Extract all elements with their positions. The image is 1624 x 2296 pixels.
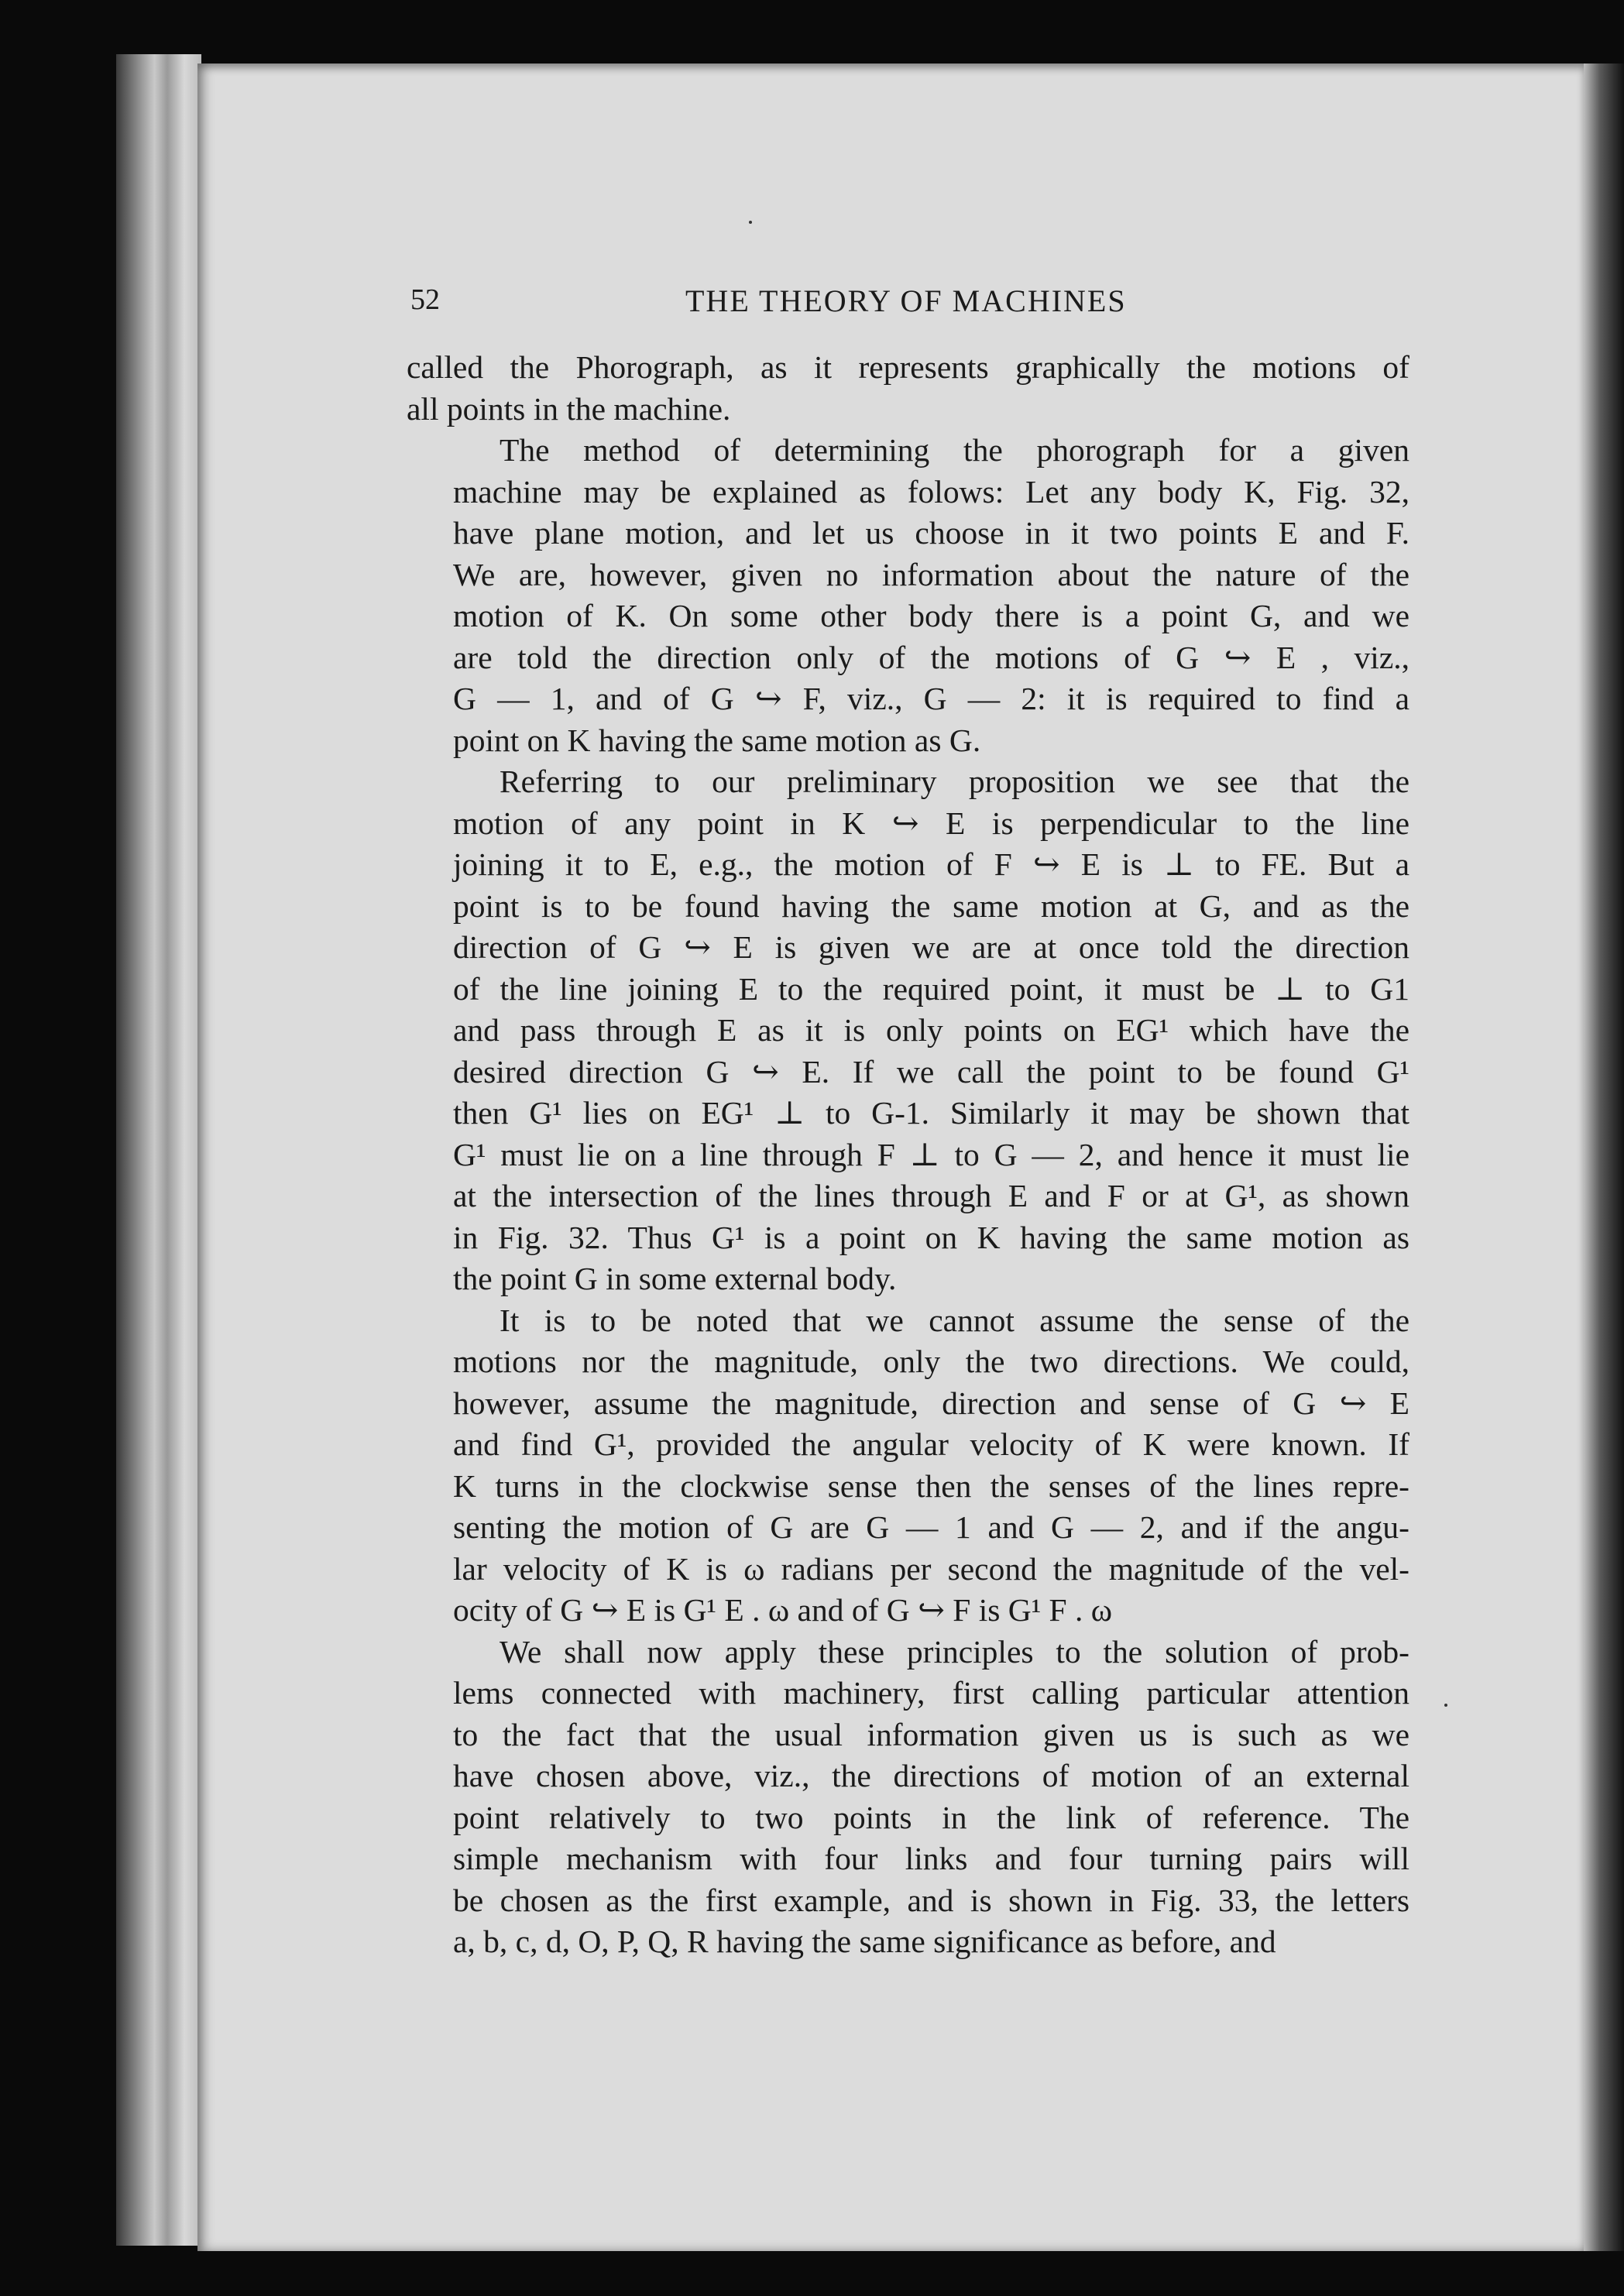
- text-line: The method of determining the phorograph for a given: [500, 432, 1409, 468]
- text-line: lar velocity of K is ω radians per second the magnitude of the vel-: [453, 1550, 1409, 1587]
- book-binding: [116, 54, 201, 2246]
- text-line: K turns in the clockwise sense then the senses of the lines repre-: [453, 1467, 1409, 1504]
- text-line: of the line joining E to the required point, it must be ⊥ to G1: [453, 970, 1409, 1007]
- text-line: however, assume the magnitude, direction and sense of G ↪ E: [453, 1385, 1409, 1421]
- text-line: lems connected with machinery, first calling particular attention: [453, 1675, 1409, 1711]
- page-edge-shadow: [1584, 63, 1624, 2251]
- page-number: 52: [410, 283, 440, 316]
- text-line: a, b, c, d, O, P, Q, R having the same significance as before, and: [453, 1924, 1276, 1959]
- text-line: point relatively to two points in the link of reference. The: [453, 1799, 1409, 1835]
- text-line: and find G¹, provided the angular velocity of K were known. If: [453, 1426, 1409, 1462]
- text-line: at the intersection of the lines through E and F or at G¹, as shown: [453, 1178, 1409, 1213]
- page-header: [410, 283, 1417, 329]
- text-line: point is to be found having the same motion at G, and as the: [453, 887, 1409, 924]
- paragraph: [407, 347, 1409, 430]
- text-line: in Fig. 32. Thus G¹ is a point on K having the same motion as: [453, 1219, 1409, 1255]
- text-line: to the fact that the usual information given us is such as we: [453, 1716, 1409, 1752]
- text-line: have plane motion, and let us choose in it two points E and F.: [453, 515, 1409, 551]
- text-line: machine may be explained as folows: Let any body K, Fig. 32,: [453, 473, 1409, 510]
- text-line: senting the motion of G are G — 1 and G — 2, and if the angu-: [453, 1509, 1409, 1545]
- text-line: called the Phorograph, as it represents graphically the motions of: [407, 349, 1409, 385]
- speck: [749, 221, 752, 224]
- text-line: It is to be noted that we cannot assume the sense of the: [500, 1302, 1409, 1338]
- text-line: We shall now apply these principles to the solution of prob-: [500, 1633, 1409, 1670]
- speck: [1444, 1704, 1447, 1707]
- text-line: We are, however, given no information about the nature of the: [453, 556, 1409, 592]
- text-line: motion of K. On some other body there is a point G, and we: [453, 598, 1409, 633]
- text-line: desired direction G ↪ E. If we call the point to be found G¹: [453, 1053, 1409, 1090]
- text-line: motions nor the magnitude, only the two directions. We could,: [453, 1344, 1409, 1379]
- text-line: G¹ must lie on a line through F ⊥ to G — 2, and hence it must lie: [453, 1136, 1409, 1172]
- text-line: Referring to our preliminary proposition we see that the: [500, 764, 1409, 799]
- text-line: point on K having the same motion as G.: [453, 722, 981, 758]
- body-text: [407, 347, 1409, 1963]
- text-line: the point G in some external body.: [453, 1261, 897, 1296]
- paragraph: [407, 761, 1409, 1300]
- text-line: then G¹ lies on EG¹ ⊥ to G-1. Similarly it may be shown that: [453, 1095, 1409, 1131]
- text-line: be chosen as the first example, and is shown in Fig. 33, the letters: [453, 1882, 1409, 1918]
- text-line: G — 1, and of G ↪ F, viz., G — 2: it is required to find a: [453, 681, 1409, 716]
- text-line: and pass through E as it is only points on EG¹ which have the: [453, 1012, 1409, 1048]
- running-head: THE THEORY OF MACHINES: [685, 283, 1127, 318]
- text-line: have chosen above, viz., the directions of motion of an external: [453, 1758, 1409, 1793]
- paragraph: [407, 1300, 1409, 1632]
- text-line: simple mechanism with four links and four turning pairs will: [453, 1841, 1409, 1876]
- text-line: direction of G ↪ E is given we are at once told the direction: [453, 929, 1409, 965]
- text-line: ocity of G ↪ E is G¹ E . ω and of G ↪ F is G¹ F . ω: [453, 1592, 1113, 1628]
- text-line: are told the direction only of the motions of G ↪ E , viz.,: [453, 639, 1409, 675]
- paragraph: [407, 430, 1409, 761]
- text-line: joining it to E, e.g., the motion of F ↪ E is ⊥ to FE. But a: [453, 846, 1409, 882]
- paragraph: [407, 1632, 1409, 1963]
- text-line: all points in the machine.: [407, 390, 731, 427]
- text-line: motion of any point in K ↪ E is perpendicular to the line: [453, 805, 1409, 841]
